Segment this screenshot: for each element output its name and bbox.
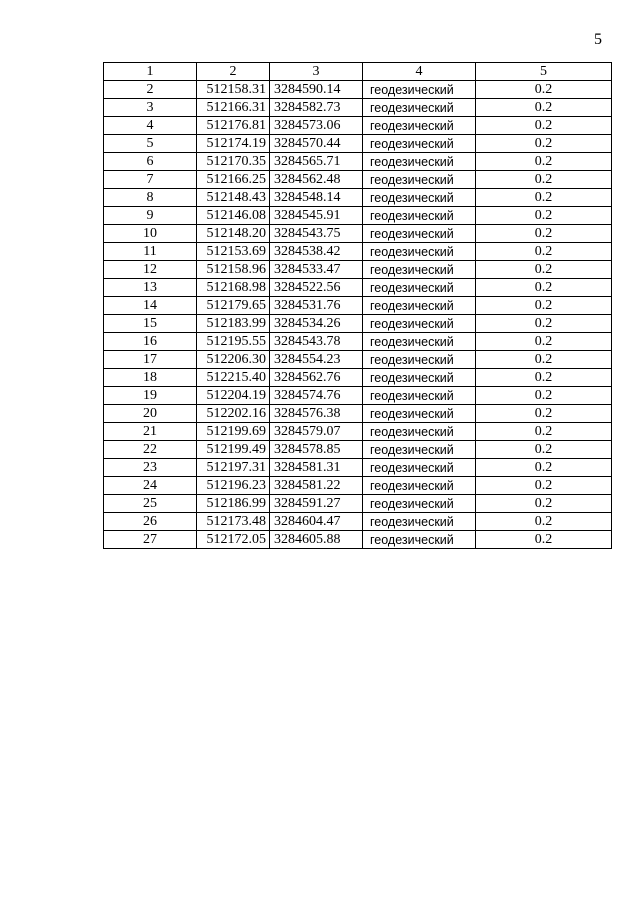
table-row: [104, 99, 612, 117]
accuracy-cell: 0.2: [476, 495, 612, 513]
point-number-cell: 9: [104, 207, 197, 225]
table-row: [104, 405, 612, 423]
point-number-cell: 12: [104, 261, 197, 279]
point-number-cell: 10: [104, 225, 197, 243]
x-coordinate-cell: 512215.40: [197, 369, 270, 387]
y-coordinate-cell: 3284562.76: [270, 369, 363, 387]
y-coordinate-cell: 3284554.23: [270, 351, 363, 369]
point-number-cell: 24: [104, 477, 197, 495]
table-row: [104, 369, 612, 387]
accuracy-cell: 0.2: [476, 405, 612, 423]
y-coordinate-cell: 3284534.26: [270, 315, 363, 333]
y-coordinate-cell: 3284582.73: [270, 99, 363, 117]
point-number-cell: 15: [104, 315, 197, 333]
x-coordinate-cell: 512173.48: [197, 513, 270, 531]
accuracy-cell: 0.2: [476, 171, 612, 189]
y-coordinate-cell: 3284605.88: [270, 531, 363, 549]
point-number-cell: 26: [104, 513, 197, 531]
method-cell: геодезический: [363, 171, 476, 189]
table-row: [104, 423, 612, 441]
accuracy-cell: 0.2: [476, 153, 612, 171]
y-coordinate-cell: 3284573.06: [270, 117, 363, 135]
column-header-2: 2: [197, 63, 270, 81]
accuracy-cell: 0.2: [476, 333, 612, 351]
method-cell: геодезический: [363, 459, 476, 477]
column-header-5: 5: [476, 63, 612, 81]
method-cell: геодезический: [363, 243, 476, 261]
y-coordinate-cell: 3284604.47: [270, 513, 363, 531]
table-row: [104, 531, 612, 549]
accuracy-cell: 0.2: [476, 261, 612, 279]
method-cell: геодезический: [363, 81, 476, 99]
method-cell: геодезический: [363, 477, 476, 495]
x-coordinate-cell: 512153.69: [197, 243, 270, 261]
page-number: 5: [594, 31, 602, 48]
method-cell: геодезический: [363, 279, 476, 297]
method-cell: геодезический: [363, 351, 476, 369]
x-coordinate-cell: 512170.35: [197, 153, 270, 171]
method-cell: геодезический: [363, 225, 476, 243]
point-number-cell: 8: [104, 189, 197, 207]
x-coordinate-cell: 512204.19: [197, 387, 270, 405]
point-number-cell: 11: [104, 243, 197, 261]
point-number-cell: 18: [104, 369, 197, 387]
accuracy-cell: 0.2: [476, 99, 612, 117]
method-cell: геодезический: [363, 153, 476, 171]
x-coordinate-cell: 512146.08: [197, 207, 270, 225]
y-coordinate-cell: 3284591.27: [270, 495, 363, 513]
column-header-4: 4: [363, 63, 476, 81]
x-coordinate-cell: 512166.25: [197, 171, 270, 189]
point-number-cell: 4: [104, 117, 197, 135]
table-row: [104, 333, 612, 351]
table-row: [104, 171, 612, 189]
table-row: [104, 459, 612, 477]
x-coordinate-cell: 512168.98: [197, 279, 270, 297]
accuracy-cell: 0.2: [476, 369, 612, 387]
method-cell: геодезический: [363, 531, 476, 549]
y-coordinate-cell: 3284565.71: [270, 153, 363, 171]
method-cell: геодезический: [363, 405, 476, 423]
point-number-cell: 20: [104, 405, 197, 423]
accuracy-cell: 0.2: [476, 441, 612, 459]
table-row: [104, 153, 612, 171]
point-number-cell: 3: [104, 99, 197, 117]
x-coordinate-cell: 512176.81: [197, 117, 270, 135]
method-cell: геодезический: [363, 495, 476, 513]
accuracy-cell: 0.2: [476, 117, 612, 135]
point-number-cell: 25: [104, 495, 197, 513]
point-number-cell: 5: [104, 135, 197, 153]
x-coordinate-cell: 512158.31: [197, 81, 270, 99]
coordinates-table: [103, 62, 612, 549]
y-coordinate-cell: 3284578.85: [270, 441, 363, 459]
point-number-cell: 23: [104, 459, 197, 477]
method-cell: геодезический: [363, 441, 476, 459]
point-number-cell: 22: [104, 441, 197, 459]
y-coordinate-cell: 3284590.14: [270, 81, 363, 99]
y-coordinate-cell: 3284522.56: [270, 279, 363, 297]
column-header-3: 3: [270, 63, 363, 81]
accuracy-cell: 0.2: [476, 81, 612, 99]
y-coordinate-cell: 3284562.48: [270, 171, 363, 189]
table-body: [104, 81, 612, 549]
point-number-cell: 7: [104, 171, 197, 189]
accuracy-cell: 0.2: [476, 207, 612, 225]
x-coordinate-cell: 512195.55: [197, 333, 270, 351]
x-coordinate-cell: 512158.96: [197, 261, 270, 279]
point-number-cell: 17: [104, 351, 197, 369]
accuracy-cell: 0.2: [476, 423, 612, 441]
y-coordinate-cell: 3284581.31: [270, 459, 363, 477]
x-coordinate-cell: 512174.19: [197, 135, 270, 153]
x-coordinate-cell: 512199.69: [197, 423, 270, 441]
table-row: [104, 495, 612, 513]
y-coordinate-cell: 3284574.76: [270, 387, 363, 405]
accuracy-cell: 0.2: [476, 135, 612, 153]
accuracy-cell: 0.2: [476, 225, 612, 243]
y-coordinate-cell: 3284576.38: [270, 405, 363, 423]
table-row: [104, 279, 612, 297]
accuracy-cell: 0.2: [476, 351, 612, 369]
point-number-cell: 19: [104, 387, 197, 405]
x-coordinate-cell: 512172.05: [197, 531, 270, 549]
method-cell: геодезический: [363, 117, 476, 135]
x-coordinate-cell: 512186.99: [197, 495, 270, 513]
method-cell: геодезический: [363, 315, 476, 333]
point-number-cell: 27: [104, 531, 197, 549]
table-row: [104, 441, 612, 459]
x-coordinate-cell: 512183.99: [197, 315, 270, 333]
table-row: [104, 225, 612, 243]
x-coordinate-cell: 512196.23: [197, 477, 270, 495]
accuracy-cell: 0.2: [476, 315, 612, 333]
x-coordinate-cell: 512166.31: [197, 99, 270, 117]
accuracy-cell: 0.2: [476, 243, 612, 261]
table-row: [104, 297, 612, 315]
table-row: [104, 351, 612, 369]
accuracy-cell: 0.2: [476, 279, 612, 297]
method-cell: геодезический: [363, 189, 476, 207]
table-row: [104, 513, 612, 531]
x-coordinate-cell: 512202.16: [197, 405, 270, 423]
table-header-row: [104, 63, 612, 81]
y-coordinate-cell: 3284545.91: [270, 207, 363, 225]
accuracy-cell: 0.2: [476, 387, 612, 405]
method-cell: геодезический: [363, 513, 476, 531]
accuracy-cell: 0.2: [476, 459, 612, 477]
y-coordinate-cell: 3284548.14: [270, 189, 363, 207]
x-coordinate-cell: 512199.49: [197, 441, 270, 459]
accuracy-cell: 0.2: [476, 189, 612, 207]
y-coordinate-cell: 3284533.47: [270, 261, 363, 279]
table-row: [104, 315, 612, 333]
point-number-cell: 21: [104, 423, 197, 441]
table-row: [104, 387, 612, 405]
y-coordinate-cell: 3284570.44: [270, 135, 363, 153]
method-cell: геодезический: [363, 369, 476, 387]
method-cell: геодезический: [363, 423, 476, 441]
column-header-1: 1: [104, 63, 197, 81]
y-coordinate-cell: 3284581.22: [270, 477, 363, 495]
point-number-cell: 6: [104, 153, 197, 171]
point-number-cell: 13: [104, 279, 197, 297]
table-row: [104, 117, 612, 135]
method-cell: геодезический: [363, 207, 476, 225]
point-number-cell: 16: [104, 333, 197, 351]
accuracy-cell: 0.2: [476, 297, 612, 315]
accuracy-cell: 0.2: [476, 513, 612, 531]
y-coordinate-cell: 3284579.07: [270, 423, 363, 441]
x-coordinate-cell: 512197.31: [197, 459, 270, 477]
accuracy-cell: 0.2: [476, 531, 612, 549]
point-number-cell: 2: [104, 81, 197, 99]
x-coordinate-cell: 512179.65: [197, 297, 270, 315]
table-row: [104, 261, 612, 279]
table-row: [104, 207, 612, 225]
x-coordinate-cell: 512148.43: [197, 189, 270, 207]
table-row: [104, 243, 612, 261]
method-cell: геодезический: [363, 135, 476, 153]
table-row: [104, 477, 612, 495]
method-cell: геодезический: [363, 297, 476, 315]
table-row: [104, 189, 612, 207]
y-coordinate-cell: 3284543.75: [270, 225, 363, 243]
table-row: [104, 135, 612, 153]
y-coordinate-cell: 3284543.78: [270, 333, 363, 351]
accuracy-cell: 0.2: [476, 477, 612, 495]
y-coordinate-cell: 3284538.42: [270, 243, 363, 261]
method-cell: геодезический: [363, 333, 476, 351]
method-cell: геодезический: [363, 387, 476, 405]
point-number-cell: 14: [104, 297, 197, 315]
x-coordinate-cell: 512148.20: [197, 225, 270, 243]
x-coordinate-cell: 512206.30: [197, 351, 270, 369]
y-coordinate-cell: 3284531.76: [270, 297, 363, 315]
method-cell: геодезический: [363, 261, 476, 279]
method-cell: геодезический: [363, 99, 476, 117]
table-row: [104, 81, 612, 99]
